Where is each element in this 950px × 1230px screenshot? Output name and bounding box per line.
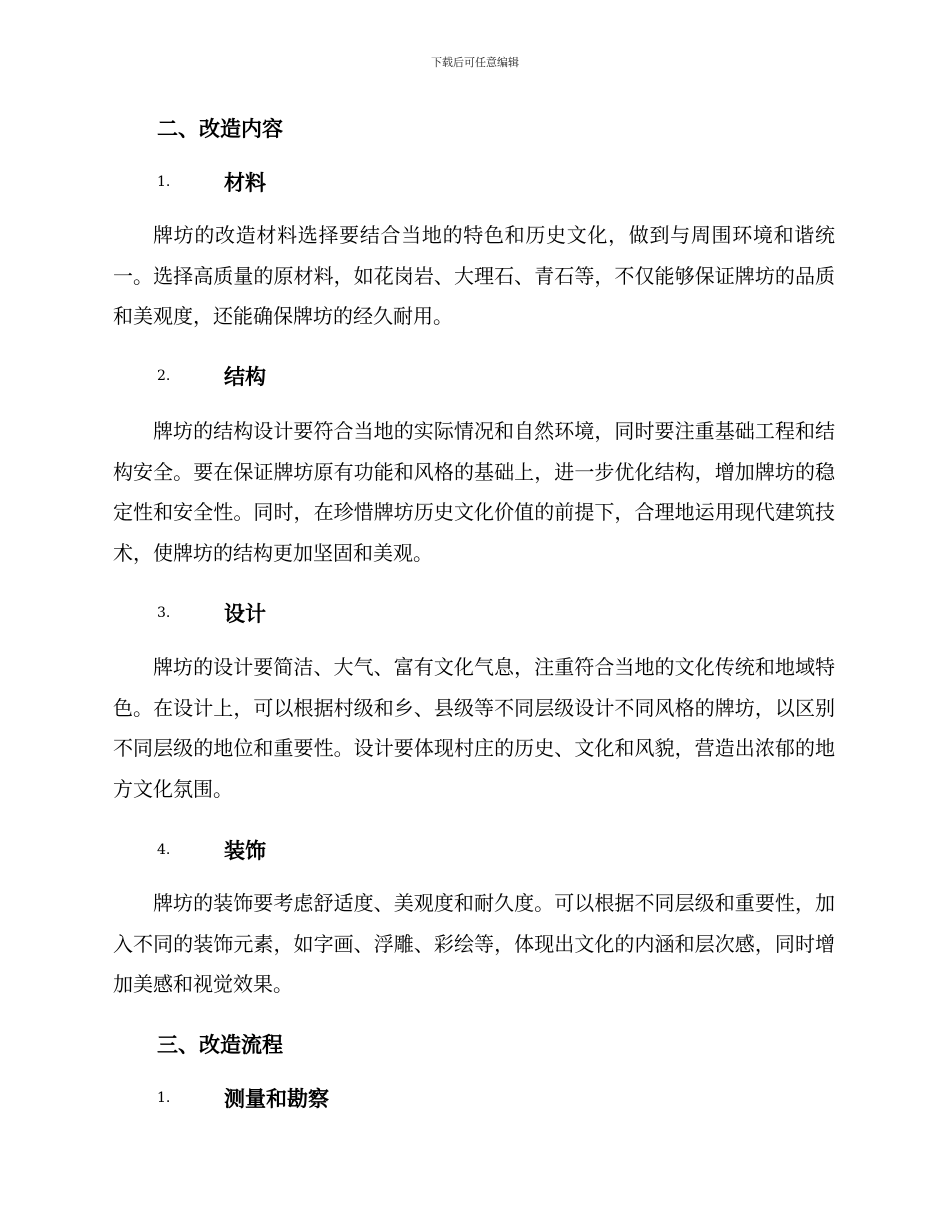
subheading-survey — [157, 1084, 329, 1112]
item-title: 测量和勘察 — [224, 1087, 329, 1111]
paragraph-structure: 牌坊的结构设计要符合当地的实际情况和自然环境，同时要注重基础工程和结构安全。要在保证牌坊原有功能和风格的基础上，进一步优化结构，增加牌坊的稳定性和安全性。同时，在珍惜牌坊历史文化价值的前提下，合理地运用现代建筑技术，使牌坊的结构更加坚固和美观。 — [113, 419, 835, 565]
subheading-materials — [157, 168, 266, 196]
subheading-design — [157, 599, 266, 627]
item-title: 设计 — [224, 602, 266, 626]
subheading-structure — [157, 362, 266, 390]
section-heading-process: 三、改造流程 — [157, 1033, 283, 1057]
item-number: 2. — [157, 368, 171, 384]
item-title: 结构 — [224, 365, 266, 389]
paragraph-materials: 牌坊的改造材料选择要结合当地的特色和历史文化，做到与周围环境和谐统一。选择高质量的原材料，如花岗岩、大理石、青石等，不仅能够保证牌坊的品质和美观度，还能确保牌坊的经久耐用。 — [113, 223, 835, 328]
subheading-decoration — [157, 836, 266, 864]
item-number: 4. — [157, 842, 171, 858]
item-title: 材料 — [224, 171, 266, 195]
page-header-note: 下载后可任意编辑 — [431, 56, 519, 69]
item-title: 装饰 — [224, 839, 266, 863]
item-number: 3. — [157, 605, 171, 621]
paragraph-design: 牌坊的设计要简洁、大气、富有文化气息，注重符合当地的文化传统和地域特色。在设计上，可以根据村级和乡、县级等不同层级设计不同风格的牌坊，以区别不同层级的地位和重要性。设计要体现村庄的历史、文化和风貌，营造出浓郁的地方文化氛围。 — [113, 655, 835, 801]
section-heading-content: 二、改造内容 — [157, 117, 283, 141]
item-number: 1. — [157, 174, 171, 190]
paragraph-decoration: 牌坊的装饰要考虑舒适度、美观度和耐久度。可以根据不同层级和重要性，加入不同的装饰元素，如字画、浮雕、彩绘等，体现出文化的内涵和层次感，同时增加美感和视觉效果。 — [113, 891, 835, 996]
item-number: 1. — [157, 1090, 171, 1106]
